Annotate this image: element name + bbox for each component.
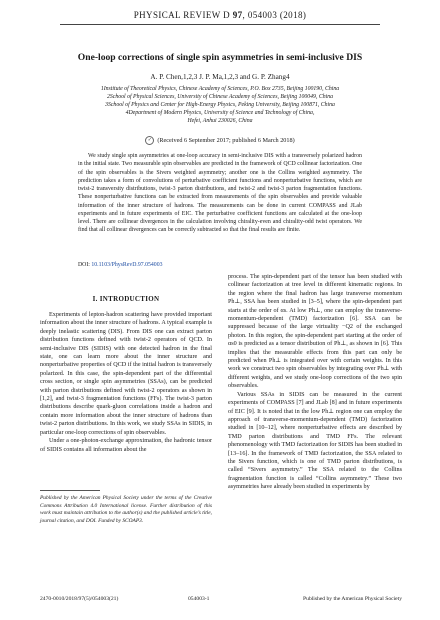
doi-label: DOI: [78,262,90,268]
footnote-rule [40,490,100,491]
affiliation-3: 3School of Physics and Center for High-Energy Physics, Peking University, Beijing 100871, China [105,102,335,109]
author-list: A. P. Chen,1,2,3 J. P. Ma,1,2,3 and G. P. Zhang4 [150,73,290,81]
received-line [20,136,420,145]
license-footnote: Published by the American Physical Society under the terms of the Creative Commons Attribution 4.0 International license. Further distribution of this work must maintain attribution to the author(s) and the published article’s title, journal citation, and DOI. Funded by SCOAP3. [40,495,212,525]
header-rule [60,24,380,25]
affiliation-list [30,85,410,125]
affiliation-4-city: Hefei, Anhui 230026, China [187,118,253,125]
doi-line [78,262,163,268]
affiliation-2: 2School of Physical Sciences, University of Chinese Academy of Sciences, Beijing 100049, China [106,94,334,101]
intro-paragraph-1: Experiments of lepton-hadron scattering have provided important information about the inner structure of hadrons. A typical example is deeply inelastic scattering (DIS). From DIS one can extract parton distribution functions defined with twist-2 operators of QCD. In semi-inclusive DIS (SIDIS) with one detected hadron in the final state, one can learn more about the inner structure and nonperturbative properties of QCD if the initial hadron is transversely polarized. In this case, the spin-dependent part of the differential cross section, or single spin asymmetries (SSAs), can be predicted with parton distributions defined with twist-2 operators as shown in [1,2], and twist-3 fragmentation functions (FFs). The twist-3 parton distributions describe quark-gluon correlations inside a hadron and contain more information about the inner structure of hadrons than twist-2 parton distributions. In this work, we study SSAs in SIDIS, in particular one-loop corrections of spin observables. [40,312,212,436]
intro-paragraph-3: process. The spin-dependent part of the tensor has been studied with collinear factorization at tree level in different kinematic regions. In the region where the final hadron has large transverse momentum Ph⊥, SSA has been studied in [3–5], where the spin-dependent part starts at the order of αs. At low Ph⊥, one can employ the transverse-momentum-dependent (TMD) factorization [6]. SSA can be suppressed because of the large virtuality −Q2 of the exchanged photon. In this region, the spin-dependent part starting at the order of αs0 is predicted as a tensor distribution of Ph⊥, as shown in [6]. This implies that the measurable effects from this part can only be predicted when Ph⊥ is integrated over with certain weights. In this work we construct two spin observables by integrating over Ph⊥ with different weights, and we study one-loop corrections of the two spin observables. [228,274,402,390]
intro-paragraph-4: Various SSAs in SIDIS can be measured in the current experiments of COMPASS [7] and JLab [8] and in future experiments of EIC [9]. It is noted that in the low Ph⊥ region one can employ the approach of transverse-momentum-dependent (TMD) factorization studied in [10–12], where nonperturbative effects are described by TMD parton distributions and TMD FFs. The relevant phenomenology with TMD factorization for SIDIS has been studied in [13–16]. In the framework of TMD factorization, the SSA related to the Sivers function, which is one of TMD parton distributions, is called “Sivers asymmetry.” The SSA related to the Collins fragmentation function is called “Collins asymmetry.” These two asymmetries have already been studied in experiments by [228,391,402,491]
abstract: We study single spin asymmetries at one-loop accuracy in semi-inclusive DIS with a transversely polarized hadron in the initial state. Two measurable spin observables are predicted in the framework of QCD collinear factorization. One of the spin observables is the Sivers weighted asymmetry; another one is the Collins weighted asymmetry. The prediction takes a form of convolutions of perturbative coefficient functions and nonperturbative functions, which are twist-2 transversity distributions, twist-3 parton distributions, and twist-2 and twist-3 parton fragmentation functions. These nonperturbative functions can be extracted from measurements of the spin observables and provide valuable information of the inner structure of hadrons. The measurements can be done in current COMPASS and JLab experiments and in future experiments of EIC. The perturbative coefficient functions are calculated at the one-loop level. There are collinear divergences in the calculation involving chirality-even and chirality-odd twist operators. We find that all collinear divergences can be correctly subtracted so that the final results are finite. [78,153,362,234]
doi-link[interactable]: 10.1103/PhysRevD.97.054003 [91,262,163,268]
section-heading: I. INTRODUCTION [92,295,160,303]
left-column [40,282,212,454]
footer-issn: 2470-0010/2018/97(5)/054003(21) [40,596,119,602]
intro-paragraph-2: Under a one-photon-exchange approximation, the hadronic tensor of SIDIS contains all information about the [40,438,212,453]
footer-publisher: Published by the American Physical Society [303,596,402,602]
right-column [228,274,402,492]
running-head [0,10,440,20]
crossmark-icon[interactable]: ✓ [145,136,154,145]
journal-article: , 054003 (2018) [242,10,307,20]
received-dates: (Received 6 September 2017; published 6 March 2018) [157,136,295,144]
footer-page-id: 054003-1 [188,596,210,602]
journal-name: PHYSICAL REVIEW D [133,10,231,20]
affiliation-1: 1Institute of Theoretical Physics, Chinese Academy of Sciences, P.O. Box 2735, Beijing 100190, China [100,86,340,92]
affiliation-4: 4Department of Modern Physics, University of Science and Technology of China, [125,110,315,117]
journal-volume: 97 [232,10,243,20]
paper-title: One-loop corrections of single spin asymmetries in semi-inclusive DIS [77,52,363,63]
